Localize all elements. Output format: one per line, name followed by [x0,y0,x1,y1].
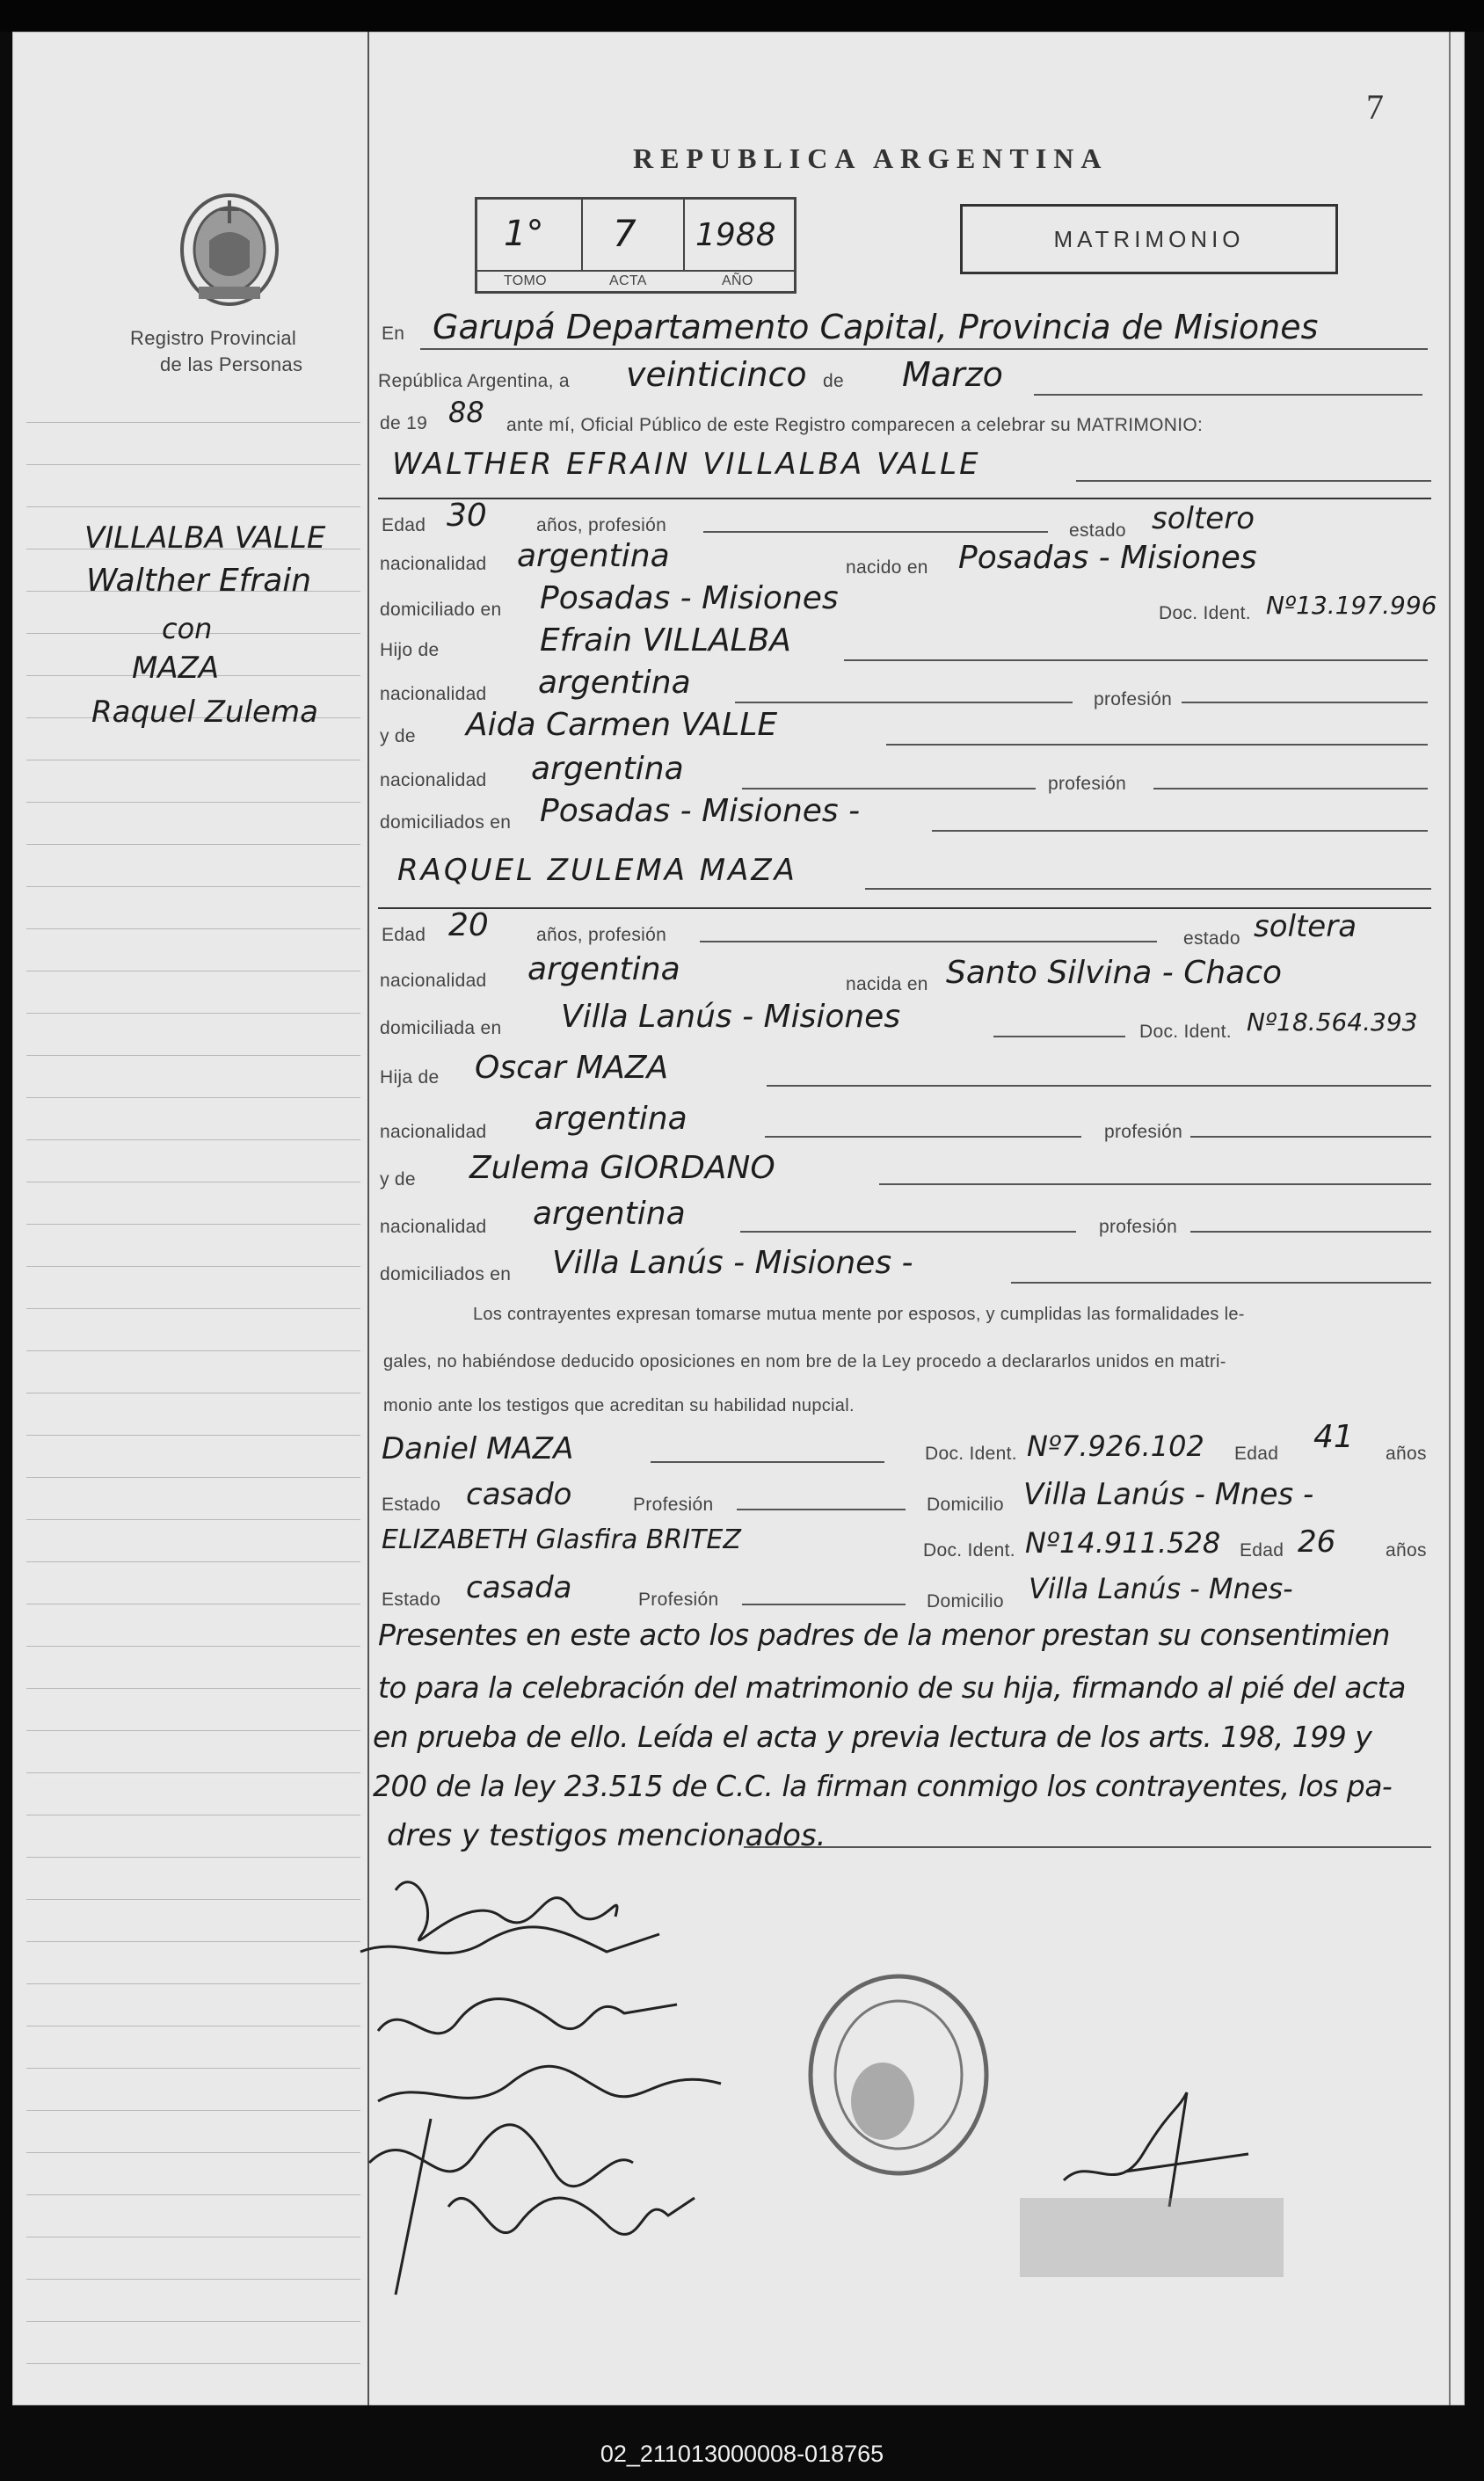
bride-mother: Zulema GIORDANO [469,1150,775,1186]
ruled-line [26,1688,360,1689]
groom-age: 30 [447,498,487,534]
witness1-name: Daniel MAZA [382,1431,574,1466]
groom-father-nac-label: nacionalidad [380,684,487,704]
record-type-box [960,204,1338,274]
notes-line5: dres y testigos mencionados. [387,1818,826,1853]
groom-hijo-label: Hijo de [380,640,440,660]
ruled-line [26,886,360,887]
groom-nacido: Posadas - Misiones [958,540,1257,576]
margin-note-line3: con [162,612,213,645]
witness2-estado: casada [466,1570,572,1605]
document-id: 02_211013000008-018765 [600,2441,884,2467]
bride-domiciliados-label: domiciliados en [380,1264,512,1284]
bride-age: 20 [448,907,489,943]
notes-line4: 200 de la ley 23.515 de C.C. la firman conmigo los contrayentes, los pa- [373,1769,1393,1803]
groom-parents-dom: Posadas - Misiones - [540,793,861,829]
witness1-domicilio: Villa Lanús - Mnes - [1023,1477,1314,1512]
notes-line1: Presentes en este acto los padres de la menor prestan su consentimien [378,1618,1390,1652]
witness2-estado-label: Estado [382,1590,441,1610]
ruled-line [26,1350,360,1351]
witness2-anos-label: años [1386,1540,1427,1561]
top-scan-border [0,0,1484,32]
ruled-line [26,2194,360,2195]
bride-domiciliada-label: domiciliada en [380,1018,502,1038]
groom-domicilio: Posadas - Misiones [540,580,839,616]
republica-label: República Argentina, a [378,371,570,391]
provincial-seal [174,188,285,311]
tomo-label: TOMO [504,273,547,288]
ruled-line [26,1899,360,1900]
ruled-line [26,1941,360,1942]
witness1-estado-label: Estado [382,1495,441,1515]
witness1-edad-label: Edad [1234,1444,1279,1464]
ruled-line [26,1139,360,1140]
groom-nacionalidad: argentina [517,538,670,574]
witness1-domicilio-label: Domicilio [927,1495,1004,1515]
right-edge-line [1449,32,1451,2405]
bride-father-nac: argentina [535,1101,687,1137]
signature-1 [378,1873,467,1899]
groom-mother: Aida Carmen VALLE [466,707,778,743]
bride-nacida-label: nacida en [846,974,928,994]
ruled-line [26,928,360,929]
de-label: de [823,371,844,391]
margin-note-line4: MAZA [132,651,220,686]
bride-mother-nac-label: nacionalidad [380,1217,487,1237]
acta-value: 7 [613,212,637,255]
witness1-anos-label: años [1386,1444,1427,1464]
groom-name: WALTHER EFRAIN VILLALBA VALLE [392,447,981,482]
groom-domiciliado-label: domiciliado en [380,600,502,620]
ruled-line [26,1646,360,1647]
notes-line3: en prueba de ello. Leída el acta y previa lectura de los arts. 198, 199 y [373,1720,1372,1754]
bride-anos-profesion-label: años, profesión [536,925,667,945]
bride-parents-dom: Villa Lanús - Misiones - [552,1245,913,1281]
ruled-line [26,844,360,845]
bride-name: RAQUEL ZULEMA MAZA [397,853,797,888]
ano-value: 1988 [695,217,776,253]
ruled-line [26,2279,360,2280]
groom-father-nac: argentina [538,665,691,701]
faded-stamp [1020,2198,1284,2277]
bride-domicilio: Villa Lanús - Misiones [561,999,901,1035]
ruled-line [26,2110,360,2111]
ruled-line [26,802,360,803]
register-id-box [475,197,797,294]
ruled-line [26,2363,360,2364]
year-suffix: 88 [448,396,484,429]
ruled-line [26,1857,360,1858]
witness2-domicilio: Villa Lanús - Mnes- [1029,1572,1293,1605]
place-value: Garupá Departamento Capital, Provincia de Misiones [433,308,1319,346]
ruled-line [26,1266,360,1267]
witness2-edad-label: Edad [1240,1540,1284,1561]
witness1-profesion-label: Profesión [633,1495,714,1515]
declaration-line2: gales, no habiéndose deducido oposiciones en nom bre de la Ley procedo a declararlos unidos en matri- [383,1352,1226,1371]
groom-nacionalidad-label: nacionalidad [380,554,487,574]
notes-line2: to para la celebración del matrimonio de su hija, firmando al pié del acta [378,1670,1406,1705]
signature-3 [378,1987,511,2013]
bride-nacionalidad-label: nacionalidad [380,971,487,991]
coat-of-arms-icon [174,188,285,311]
ruled-line [26,1055,360,1056]
ruled-line [26,2068,360,2069]
groom-nacido-label: nacido en [846,557,928,578]
bride-edad-label: Edad [382,925,426,945]
bride-mother-nac: argentina [533,1196,686,1232]
seal-caption-line2: de las Personas [160,353,303,375]
bride-profesion-label: profesión [1104,1122,1183,1142]
groom-profesion-label: profesión [1094,689,1173,709]
groom-doc-label: Doc. Ident. [1159,603,1251,623]
witness1-doc: Nº7.926.102 [1027,1430,1204,1463]
ruled-line [26,2321,360,2322]
bride-nacida: Santo Silvina - Chaco [946,955,1283,991]
groom-doc: Nº13.197.996 [1266,591,1437,620]
ruled-line [26,1224,360,1225]
en-label: En [382,324,405,344]
witness2-doc: Nº14.911.528 [1025,1526,1221,1560]
groom-estado: soltero [1152,501,1255,536]
signature-4 [378,2048,600,2075]
seal-caption-line1: Registro Provincial [130,327,297,349]
record-type: MATRIMONIO [1053,226,1245,252]
bride-doc: Nº18.564.393 [1247,1008,1418,1037]
ruled-line [26,1308,360,1309]
intro-text: ante mí, Oficial Público de este Registro comparecen a celebrar su MATRIMONIO: [506,415,1204,435]
groom-mother-prof-label: profesión [1048,774,1127,794]
ruled-line [26,464,360,465]
bride-nacionalidad: argentina [527,951,680,987]
ruled-line [26,422,360,423]
groom-edad-label: Edad [382,515,426,535]
ruled-line [26,1519,360,1520]
ruled-line [26,1730,360,1731]
bride-estado: soltera [1254,909,1357,944]
margin-note-line1: VILLALBA VALLE [84,520,326,556]
ruled-line [26,1983,360,1984]
signature-2 [378,1925,524,1952]
witness2-age: 26 [1298,1524,1336,1560]
stamp-text [832,1996,1093,2010]
witness2-profesion-label: Profesión [638,1590,719,1610]
groom-father: Efrain VILLALBA [540,622,791,658]
margin-note-line2: Walther Efrain [86,563,312,599]
ruled-line [26,1435,360,1436]
declaration-line3: monio ante los testigos que acreditan su habilidad nupcial. [383,1396,855,1415]
ruled-line [26,506,360,507]
day-value: veinticinco [626,355,807,394]
bride-father: Oscar MAZA [475,1050,669,1086]
groom-anos-profesion-label: años, profesión [536,515,667,535]
signature-5 [378,2110,518,2136]
witness2-domicilio-label: Domicilio [927,1591,1004,1612]
witness1-estado: casado [466,1477,572,1512]
bride-estado-label: estado [1183,928,1240,949]
margin-note-line5: Raquel Zulema [91,695,318,730]
witness1-doc-label: Doc. Ident. [925,1444,1017,1464]
groom-mother-nac: argentina [531,751,684,787]
bride-doc-label: Doc. Ident. [1139,1022,1232,1042]
bride-hija-label: Hija de [380,1067,440,1088]
bride-father-nac-label: nacionalidad [380,1122,487,1142]
ano-label: AÑO [722,273,753,288]
groom-domiciliados-label: domiciliados en [380,812,512,833]
page-number: 7 [1366,87,1384,127]
groom-yde-label: y de [380,726,416,746]
groom-estado-label: estado [1069,520,1126,541]
ruled-line [26,1561,360,1562]
witness2-doc-label: Doc. Ident. [923,1540,1015,1561]
bride-yde-label: y de [380,1169,416,1190]
declaration-line1: Los contrayentes expresan tomarse mutua mente por esposos, y cumplidas las formalidades le- [473,1305,1245,1324]
witness2-name: ELIZABETH Glasfira BRITEZ [382,1524,741,1555]
ruled-line [26,1097,360,1098]
witness1-age: 41 [1313,1419,1354,1455]
bride-mother-prof-label: profesión [1099,1217,1178,1237]
ruled-line [26,1772,360,1773]
country-title: REPUBLICA ARGENTINA [633,142,1109,174]
ruled-line [26,2152,360,2153]
ruled-line [26,1013,360,1014]
tomo-value: 1° [504,214,544,254]
ruled-line [26,1477,360,1478]
groom-mother-nac-label: nacionalidad [380,770,487,790]
de19-label: de 19 [380,413,428,433]
month-value: Marzo [902,355,1003,394]
acta-label: ACTA [609,273,647,288]
